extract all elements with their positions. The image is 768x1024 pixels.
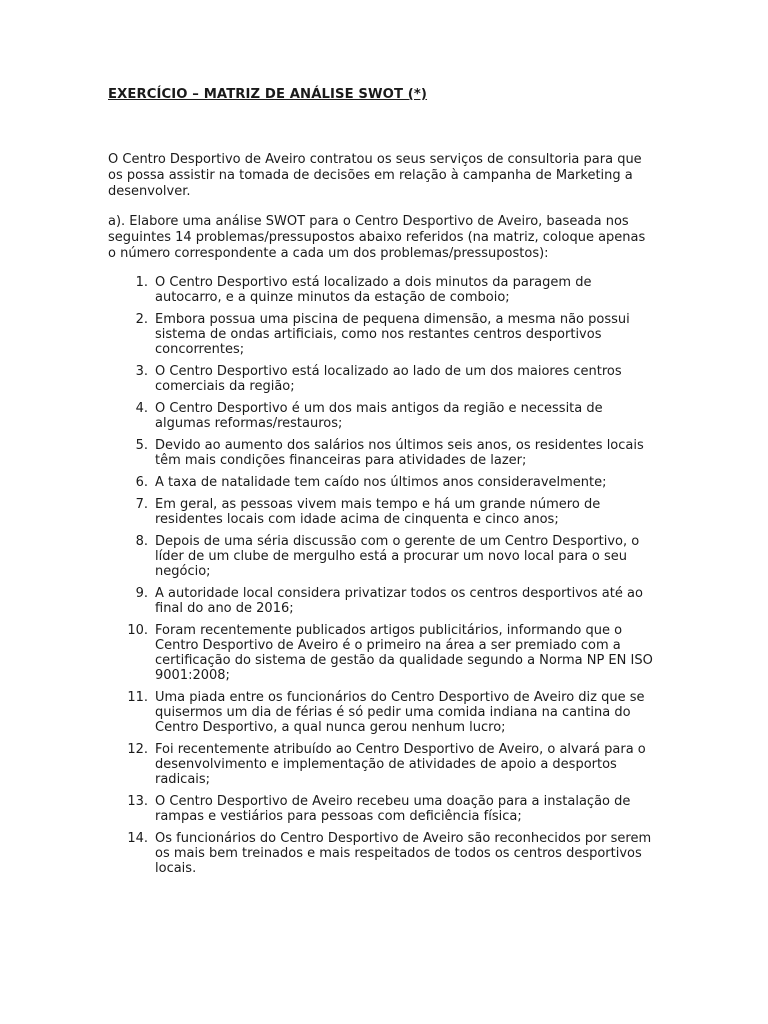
list-item-line: autocarro, e a quinze minutos da estação de comboio; [155, 290, 510, 305]
list-item-text [155, 690, 668, 735]
list-item-number-cell [108, 497, 155, 527]
list-item [108, 794, 668, 824]
list-item-text [155, 534, 668, 579]
intro-line: O Centro Desportivo de Aveiro contratou os seus serviços de consultoria para que [108, 152, 642, 167]
list-item-number: 2. [135, 312, 148, 327]
list-item-text [155, 438, 668, 468]
list-item-number: 12. [127, 742, 148, 757]
list-item [108, 831, 668, 876]
list-item-line: Uma piada entre os funcionários do Centro Desportivo de Aveiro diz que se [155, 690, 645, 705]
task-line: o número correspondente a cada um dos problemas/pressupostos): [108, 246, 549, 261]
list-item-number-cell [108, 623, 155, 683]
list-item-line: A taxa de natalidade tem caído nos últimos anos consideravelmente; [155, 475, 607, 490]
list-item-line: O Centro Desportivo de Aveiro recebeu uma doação para a instalação de [155, 794, 631, 809]
list-item-number-cell [108, 742, 155, 787]
list-item-number: 6. [135, 475, 148, 490]
list-item-line: 9001:2008; [155, 668, 230, 683]
list-item [108, 475, 668, 490]
list-item-number: 10. [127, 623, 148, 638]
list-item-text [155, 312, 668, 357]
list-item-number-cell [108, 831, 155, 876]
list-item-line: sistema de ondas artificiais, como nos restantes centros desportivos [155, 327, 602, 342]
intro-paragraph [108, 152, 668, 200]
list-item [108, 586, 668, 616]
list-item-text [155, 475, 668, 490]
list-item-number: 13. [127, 794, 148, 809]
list-item-line: O Centro Desportivo está localizado ao lado de um dos maiores centros [155, 364, 622, 379]
list-item-number: 1. [135, 275, 148, 290]
list-item-number-cell [108, 690, 155, 735]
list-item-text [155, 275, 668, 305]
list-item-line: O Centro Desportivo está localizado a dois minutos da paragem de [155, 275, 592, 290]
list-item-number: 3. [135, 364, 148, 379]
list-item-number: 4. [135, 401, 148, 416]
list-item-number-cell [108, 794, 155, 824]
list-item [108, 438, 668, 468]
list-item-line: quisermos um dia de férias é só pedir uma comida indiana na cantina do [155, 705, 631, 720]
list-item-number-cell [108, 275, 155, 305]
list-item-number: 9. [135, 586, 148, 601]
list-item-line: Devido ao aumento dos salários nos últimos seis anos, os residentes locais [155, 438, 644, 453]
list-item-line: Depois de uma séria discussão com o gerente de um Centro Desportivo, o [155, 534, 640, 549]
list-item-line: Os funcionários do Centro Desportivo de Aveiro são reconhecidos por serem [155, 831, 652, 846]
list-item-text [155, 586, 668, 616]
list-item-number: 14. [127, 831, 148, 846]
list-item [108, 497, 668, 527]
list-item-text [155, 742, 668, 787]
list-item-number: 5. [135, 438, 148, 453]
numbered-list [108, 275, 668, 883]
list-item-number-cell [108, 586, 155, 616]
list-item [108, 690, 668, 735]
list-item [108, 364, 668, 394]
list-item-line: O Centro Desportivo é um dos mais antigos da região e necessita de [155, 401, 603, 416]
list-item-line: Em geral, as pessoas vivem mais tempo e há um grande número de [155, 497, 601, 512]
list-item-number-cell [108, 534, 155, 579]
task-line: a). Elabore uma análise SWOT para o Centro Desportivo de Aveiro, baseada nos [108, 214, 629, 229]
list-item-line: rampas e vestiários para pessoas com deficiência física; [155, 809, 522, 824]
list-item-line: têm mais condições financeiras para atividades de lazer; [155, 453, 527, 468]
list-item-line: locais. [155, 861, 197, 876]
list-item-line: Centro Desportivo de Aveiro é o primeiro na área a ser premiado com a [155, 638, 621, 653]
list-item-line: residentes locais com idade acima de cinquenta e cinco anos; [155, 512, 559, 527]
list-item-number-cell [108, 438, 155, 468]
list-item [108, 534, 668, 579]
list-item [108, 401, 668, 431]
list-item-number: 11. [127, 690, 148, 705]
list-item-line: concorrentes; [155, 342, 245, 357]
list-item-line: comerciais da região; [155, 379, 295, 394]
list-item-number-cell [108, 312, 155, 357]
list-item [108, 623, 668, 683]
list-item-line: negócio; [155, 564, 211, 579]
list-item-text [155, 794, 668, 824]
list-item-line: Foi recentemente atribuído ao Centro Desportivo de Aveiro, o alvará para o [155, 742, 646, 757]
intro-line: desenvolver. [108, 184, 191, 199]
list-item-text [155, 364, 668, 394]
list-item-line: Embora possua uma piscina de pequena dimensão, a mesma não possui [155, 312, 630, 327]
list-item-text [155, 401, 668, 431]
list-item-line: radicais; [155, 772, 211, 787]
document-title: EXERCÍCIO – MATRIZ DE ANÁLISE SWOT (*) [108, 87, 428, 102]
list-item-line: os mais bem treinados e mais respeitados de todos os centros desportivos [155, 846, 642, 861]
intro-line: os possa assistir na tomada de decisões em relação à campanha de Marketing a [108, 168, 633, 183]
list-item-number-cell [108, 475, 155, 490]
list-item-line: Foram recentemente publicados artigos publicitários, informando que o [155, 623, 623, 638]
list-item-line: líder de um clube de mergulho está a procurar um novo local para o seu [155, 549, 628, 564]
task-paragraph [108, 214, 668, 262]
list-item-line: final do ano de 2016; [155, 601, 294, 616]
list-item-number-cell [108, 364, 155, 394]
list-item-number: 7. [135, 497, 148, 512]
list-item [108, 312, 668, 357]
list-item-line: algumas reformas/restauros; [155, 416, 343, 431]
list-item-number-cell [108, 401, 155, 431]
list-item-text [155, 831, 668, 876]
list-item-text [155, 623, 668, 683]
list-item-line: Centro Desportivo, a qual nunca gerou nenhum lucro; [155, 720, 506, 735]
task-line: seguintes 14 problemas/pressupostos abaixo referidos (na matriz, coloque apenas [108, 230, 646, 245]
list-item-line: desenvolvimento e implementação de atividades de apoio a desportos [155, 757, 617, 772]
list-item-line: A autoridade local considera privatizar todos os centros desportivos até ao [155, 586, 643, 601]
list-item [108, 742, 668, 787]
list-item-line: certificação do sistema de gestão da qualidade segundo a Norma NP EN ISO [155, 653, 653, 668]
list-item [108, 275, 668, 305]
list-item-number: 8. [135, 534, 148, 549]
list-item-text [155, 497, 668, 527]
